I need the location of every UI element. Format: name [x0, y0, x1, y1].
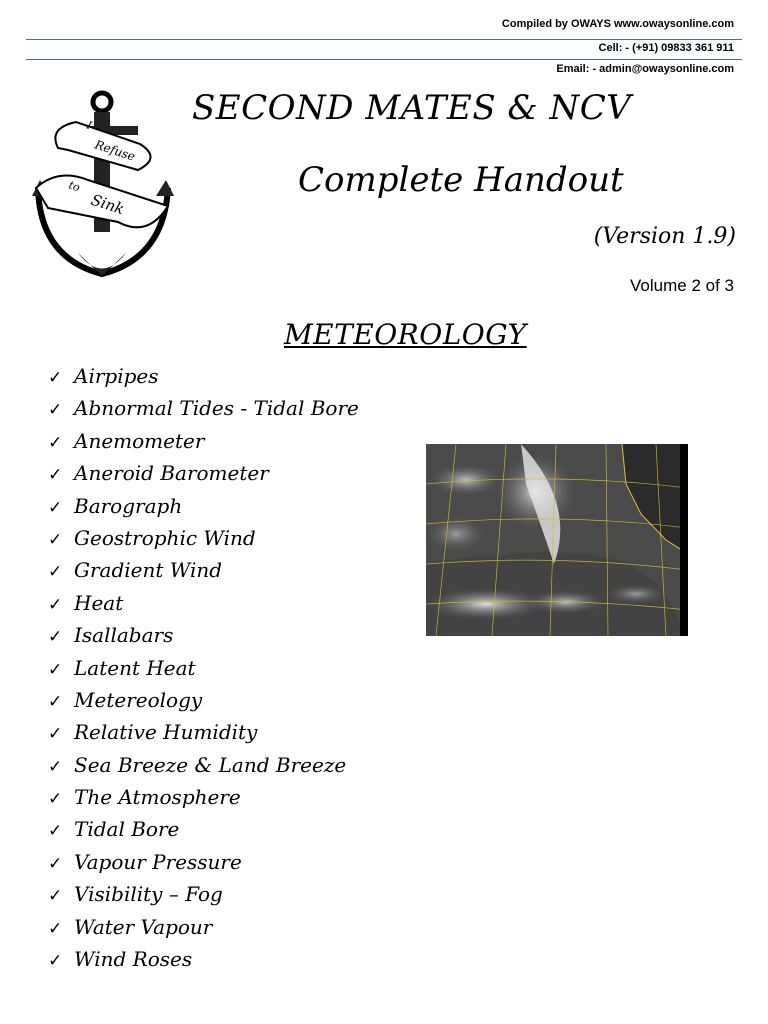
checkmark-icon: ✓ [48, 497, 63, 518]
checkmark-icon: ✓ [48, 400, 63, 421]
cell-number-text: Cell: - (+91) 09833 361 911 [598, 42, 734, 54]
topic-label: Isallabars [74, 623, 174, 648]
topic-item [48, 360, 359, 392]
topic-label: The Atmosphere [74, 785, 241, 810]
logo-word-sink: Sink [88, 190, 127, 219]
topic-label: Abnormal Tides - Tidal Bore [74, 396, 359, 421]
topic-label: Geostrophic Wind [74, 525, 256, 550]
logo-word-refuse: Refuse [93, 137, 137, 164]
header-rule-bottom [26, 59, 742, 60]
topic-item [48, 619, 359, 651]
topic-label: Sea Breeze & Land Breeze [74, 752, 347, 777]
topic-item [48, 911, 359, 943]
header-rule-top [26, 39, 742, 40]
topic-item [48, 749, 359, 781]
topic-item [48, 554, 359, 586]
topic-label: Heat [74, 590, 124, 615]
checkmark-icon: ✓ [48, 853, 63, 874]
topic-item [48, 490, 359, 522]
checkmark-icon: ✓ [48, 529, 63, 550]
topic-label: Gradient Wind [74, 558, 223, 583]
anchor-logo [28, 88, 178, 284]
topic-list [48, 360, 359, 975]
logo-word-to: to [67, 178, 82, 195]
checkmark-icon: ✓ [48, 691, 63, 712]
topic-item [48, 425, 359, 457]
checkmark-icon: ✓ [48, 659, 63, 680]
checkmark-icon: ✓ [48, 465, 63, 486]
satellite-image [426, 444, 688, 636]
volume-label: Volume 2 of 3 [630, 276, 734, 295]
document-subtitle: Complete Handout [298, 160, 624, 200]
document-title: SECOND MATES & NCV [192, 88, 632, 128]
topic-item [48, 457, 359, 489]
compiled-by-text: Compiled by OWAYS www.owaysonline.com [501, 18, 734, 30]
topic-item [48, 846, 359, 878]
topic-label: Barograph [74, 493, 183, 518]
topic-item [48, 392, 359, 424]
checkmark-icon: ✓ [48, 724, 63, 745]
email-text: Email: - admin@owaysonline.com [556, 63, 734, 75]
checkmark-icon: ✓ [48, 368, 63, 388]
checkmark-icon: ✓ [48, 918, 63, 939]
topic-label: Aneroid Barometer [74, 461, 269, 486]
topic-label: Relative Humidity [74, 720, 258, 745]
topic-label: Latent Heat [74, 655, 196, 680]
checkmark-icon: ✓ [48, 562, 63, 583]
checkmark-icon: ✓ [48, 886, 63, 907]
topic-item [48, 522, 359, 554]
topic-label: Wind Roses [74, 947, 193, 972]
topic-label: Vapour Pressure [74, 849, 242, 874]
topic-label: Tidal Bore [74, 817, 180, 842]
topic-item [48, 684, 359, 716]
version-label: (Version 1.9) [593, 224, 736, 249]
checkmark-icon: ✓ [48, 756, 63, 777]
topic-item [48, 878, 359, 910]
topic-label: Metereology [74, 687, 203, 712]
checkmark-icon: ✓ [48, 627, 63, 648]
topic-item [48, 943, 359, 975]
logo-word-i: I [84, 118, 94, 133]
topic-label: Airpipes [74, 364, 159, 388]
topic-item [48, 781, 359, 813]
checkmark-icon: ✓ [48, 432, 63, 453]
topic-label: Visibility – Fog [74, 882, 223, 907]
checkmark-icon: ✓ [48, 951, 63, 972]
topic-label: Anemometer [74, 428, 205, 453]
checkmark-icon: ✓ [48, 821, 63, 842]
checkmark-icon: ✓ [48, 789, 63, 810]
topic-item [48, 587, 359, 619]
section-heading: METEOROLOGY [284, 318, 527, 351]
topic-item [48, 716, 359, 748]
topic-item [48, 652, 359, 684]
topic-item [48, 813, 359, 845]
checkmark-icon: ✓ [48, 594, 63, 615]
topic-label: Water Vapour [74, 914, 213, 939]
